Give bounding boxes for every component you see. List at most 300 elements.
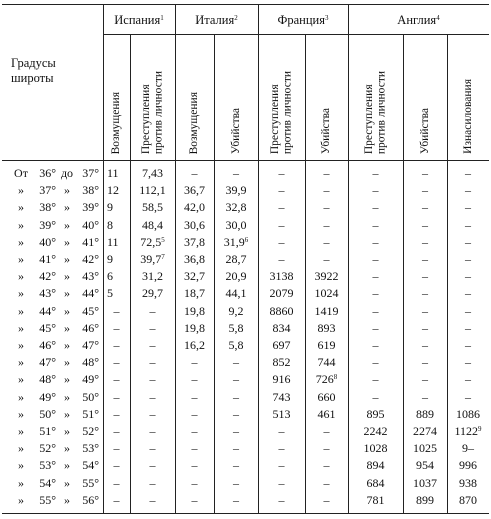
cell-value: 2242: [363, 424, 388, 438]
table-cell: [403, 322, 447, 335]
cell-value: 2274: [413, 424, 437, 438]
table-cell: [214, 167, 258, 180]
cell-value: –: [323, 424, 330, 438]
table-cell: [451, 442, 485, 455]
cell-value: –: [278, 234, 285, 249]
cell-value: 28,7: [225, 252, 247, 266]
table-cell: [309, 305, 344, 318]
row-lat-to: 41°: [82, 234, 99, 249]
cell-value: –: [278, 458, 285, 473]
table-cell: [218, 219, 254, 232]
row-lat-from: 49°: [39, 389, 56, 404]
row-connector: »: [64, 338, 70, 352]
table-top-rule: [2, 4, 489, 5]
footnote-marker: 6: [244, 235, 249, 244]
table-cell: [403, 305, 447, 318]
column-header-label: Преступления: [140, 84, 152, 154]
table-cell: [309, 391, 344, 404]
table-cell: [258, 219, 305, 232]
table-cell: [403, 167, 447, 180]
table-cell: [130, 408, 175, 421]
cell-value: –: [233, 166, 239, 180]
cell-value: 1025: [413, 441, 437, 456]
row-lat-to: 40°: [82, 217, 99, 232]
table-cell: [258, 425, 305, 438]
header-bottom-rule: [2, 160, 489, 161]
row-prefix: »: [18, 355, 24, 370]
cell-value: –: [149, 424, 156, 438]
table-cell: [305, 219, 348, 232]
column-header-4: [230, 108, 243, 154]
row-prefix: От: [14, 166, 28, 180]
table-cell: [218, 201, 254, 214]
cell-value: 12: [107, 183, 119, 198]
cell-value: –: [323, 183, 330, 198]
cell-value: –: [278, 424, 285, 438]
cell-value: 1037: [413, 475, 437, 490]
row-prefix: »: [18, 492, 24, 507]
table-cell: [258, 459, 305, 472]
table-cell: [214, 459, 258, 472]
cell-value: 11: [107, 234, 119, 249]
row-prefix: »: [18, 183, 24, 198]
cell-value: 870: [459, 492, 477, 507]
cell-value: 852: [272, 355, 291, 370]
table-cell: [447, 201, 489, 214]
table-cell: [305, 253, 348, 266]
column-header-3: [188, 92, 201, 154]
cell-value: 619: [317, 338, 336, 352]
column-header-label: против личности: [152, 70, 165, 154]
table-cell: [348, 287, 403, 300]
row-connector: »: [64, 234, 70, 249]
column-rule: [130, 34, 131, 513]
cell-value: 1122: [454, 424, 479, 438]
cell-value: –: [233, 355, 239, 370]
cell-value: 996: [459, 458, 477, 473]
table-cell: [103, 373, 130, 386]
table-cell: [175, 494, 214, 507]
cell-value: 684: [366, 475, 385, 490]
table-cell: [447, 305, 489, 318]
cell-value: –: [149, 372, 156, 387]
table-cell: [130, 356, 175, 369]
cell-value: –: [323, 252, 330, 266]
cell-value: –: [465, 372, 471, 387]
column-header-1: [110, 92, 123, 154]
row-connector: »: [64, 492, 70, 507]
table-cell: [447, 167, 489, 180]
table-cell: [107, 184, 126, 197]
row-lat-to: 43°: [82, 269, 99, 284]
cell-value: –: [465, 217, 471, 232]
row-prefix: »: [18, 252, 24, 266]
table-cell: [218, 236, 254, 249]
row-connector: »: [64, 389, 70, 404]
cell-value: 5: [107, 286, 113, 301]
table-cell: [218, 253, 254, 266]
cell-value: –: [233, 441, 239, 456]
cell-value: –: [372, 200, 379, 215]
table-cell: [107, 253, 126, 266]
cell-value: –: [323, 441, 330, 456]
cell-value: 938: [459, 475, 477, 490]
cell-value: 1024: [314, 286, 339, 301]
row-lat-to: 50°: [82, 389, 99, 404]
table-cell: [348, 201, 403, 214]
cell-value: 895: [366, 406, 385, 421]
table-cell: [348, 373, 403, 386]
cell-value: 9: [107, 200, 113, 215]
table-cell: [103, 459, 130, 472]
cell-value: 9,2: [228, 303, 244, 318]
cell-value: –: [113, 406, 120, 421]
row-lat-from: 47°: [39, 355, 56, 370]
row-prefix: »: [18, 458, 24, 473]
cell-value: –: [465, 234, 471, 249]
table-cell: [348, 391, 403, 404]
cell-value: –: [323, 217, 330, 232]
row-lat-to: 53°: [82, 441, 99, 456]
row-lat-to: 46°: [82, 320, 99, 335]
cell-value: –: [422, 286, 428, 301]
cell-value: –: [113, 338, 120, 352]
cell-value: –: [149, 475, 156, 490]
row-lat-from: 48°: [39, 372, 56, 387]
table-cell: [451, 477, 485, 490]
table-cell: [103, 305, 130, 318]
table-cell: [258, 184, 305, 197]
table-cell: [175, 425, 214, 438]
column-header-label: Возмущения: [188, 91, 201, 154]
table-cell: [447, 184, 489, 197]
table-cell: [403, 339, 447, 352]
table-cell: [258, 442, 305, 455]
table-cell: [352, 408, 399, 421]
table-cell: [451, 408, 485, 421]
cell-value: –: [149, 458, 156, 473]
row-lat-from: 54°: [39, 475, 56, 490]
cell-value: 5,8: [228, 320, 244, 335]
cell-value: –: [422, 303, 428, 318]
row-prefix: »: [18, 217, 24, 232]
cell-value: –: [372, 338, 379, 352]
table-cell: [214, 442, 258, 455]
table-cell: [103, 442, 130, 455]
row-prefix: »: [18, 303, 24, 318]
cell-value: –: [372, 234, 379, 249]
cell-value: –: [422, 200, 428, 215]
table-cell: [403, 373, 447, 386]
cell-value: –: [233, 492, 239, 507]
cell-value: –: [323, 492, 330, 507]
table-cell: [403, 356, 447, 369]
table-cell: [447, 339, 489, 352]
table-cell: [179, 339, 210, 352]
row-connector: до: [60, 166, 74, 180]
table-cell: [262, 287, 301, 300]
table-cell: [447, 373, 489, 386]
row-lat-to: 42°: [82, 252, 99, 266]
table-cell: [352, 477, 399, 490]
group-header-2: [175, 13, 258, 28]
cell-value: –: [465, 200, 471, 215]
table-cell: [305, 459, 348, 472]
cell-value: 58,5: [142, 200, 163, 215]
table-cell: [262, 391, 301, 404]
table-cell: [134, 253, 171, 266]
cell-value: 48,4: [142, 217, 163, 232]
table-cell: [403, 201, 447, 214]
cell-value: 29,7: [142, 286, 163, 301]
table-cell: [130, 322, 175, 335]
column-header-label: Убийства: [229, 107, 242, 154]
cell-value: –: [233, 424, 239, 438]
row-connector: »: [64, 269, 70, 284]
group-header-4: [348, 13, 489, 28]
table-cell: [175, 442, 214, 455]
cell-value: –: [149, 355, 156, 370]
table-bottom-rule: [2, 513, 489, 514]
table-cell: [218, 287, 254, 300]
column-rule: [214, 34, 215, 513]
cell-value: –: [113, 320, 120, 335]
table-cell: [107, 236, 126, 249]
row-prefix: »: [18, 441, 24, 456]
row-lat-from: 43°: [39, 286, 56, 301]
table-cell: [107, 167, 126, 180]
cell-value: –: [191, 458, 198, 473]
table-cell: [103, 408, 130, 421]
table-cell: [175, 391, 214, 404]
column-header-label: Преступления: [363, 84, 375, 154]
table-cell: [352, 459, 399, 472]
cell-value: –: [372, 389, 379, 404]
row-lat-to: 52°: [82, 424, 99, 438]
table-cell: [134, 167, 171, 180]
footnote-marker: 7: [161, 253, 165, 261]
cell-value: 1086: [456, 406, 480, 421]
table-cell: [407, 408, 443, 421]
cell-value: –: [372, 269, 379, 284]
cell-value: –: [422, 389, 428, 404]
cell-value: –: [191, 475, 198, 490]
table-cell: [214, 356, 258, 369]
group-rule: [103, 34, 489, 35]
table-cell: [179, 322, 210, 335]
cell-value: 834: [272, 320, 291, 335]
column-header-label: Изнасилования: [461, 79, 474, 154]
cell-value: –: [233, 458, 239, 473]
column-header-label: Убийства: [418, 107, 431, 154]
table-cell: [103, 322, 130, 335]
row-prefix: »: [18, 269, 24, 284]
table-cell: [352, 442, 399, 455]
table-cell: [103, 494, 130, 507]
cell-value: –: [422, 338, 428, 352]
table-cell: [262, 322, 301, 335]
group-header-3: [258, 13, 348, 28]
table-cell: [305, 425, 348, 438]
table-cell: [407, 425, 443, 438]
cell-value: –: [113, 372, 120, 387]
table-cell: [218, 270, 254, 283]
row-connector: »: [64, 252, 70, 266]
table-cell: [348, 253, 403, 266]
table-cell: [103, 339, 130, 352]
cell-value: 894: [366, 458, 385, 473]
cell-value: –: [191, 424, 198, 438]
row-connector: »: [64, 320, 70, 335]
cell-value: –: [323, 234, 330, 249]
row-lat-from: 55°: [39, 492, 56, 507]
cell-value: 11: [107, 166, 119, 180]
cell-value: 889: [416, 406, 434, 421]
table-cell: [130, 391, 175, 404]
row-connector: »: [64, 372, 70, 387]
table-cell: [179, 270, 210, 283]
cell-value: 1028: [363, 441, 388, 456]
cell-value: –: [233, 475, 239, 490]
cell-value: 8860: [269, 303, 294, 318]
cell-value: 1419: [314, 303, 339, 318]
cell-value: 893: [317, 320, 336, 335]
table-cell: [447, 270, 489, 283]
table-cell: [348, 339, 403, 352]
cell-value: –: [278, 166, 285, 180]
row-prefix: »: [18, 234, 24, 249]
group-header-label: Англия: [397, 13, 437, 27]
cell-value: 5,8: [228, 338, 244, 352]
row-lat-from: 53°: [39, 458, 56, 473]
cell-value: –: [113, 492, 120, 507]
cell-value: –: [191, 372, 198, 387]
cell-value: –: [372, 252, 379, 266]
cell-value: –: [113, 303, 120, 318]
cell-value: –: [372, 166, 379, 180]
table-cell: [179, 253, 210, 266]
table-cell: [107, 201, 126, 214]
row-prefix: »: [18, 286, 24, 301]
table-cell: [134, 270, 171, 283]
table-cell: [103, 391, 130, 404]
cell-value: 19,8: [184, 303, 205, 318]
table-cell: [447, 219, 489, 232]
table-cell: [447, 322, 489, 335]
cell-value: 954: [416, 458, 434, 473]
table-cell: [103, 356, 130, 369]
table-cell: [305, 494, 348, 507]
row-lat-from: 50°: [39, 406, 56, 421]
table-cell: [175, 356, 214, 369]
row-connector: »: [64, 441, 70, 456]
table-cell: [175, 167, 214, 180]
table-cell: [309, 373, 344, 386]
cell-value: –: [465, 303, 471, 318]
table-cell: [447, 236, 489, 249]
row-lat-from: 36°: [39, 166, 56, 180]
stub-header-label: Градусы: [11, 56, 56, 70]
cell-value: –: [422, 269, 428, 284]
row-lat-to: 44°: [82, 286, 99, 301]
cell-value: 30,0: [225, 217, 247, 232]
row-lat-to: 38°: [82, 183, 99, 198]
row-lat-to: 39°: [82, 200, 99, 215]
table-cell: [179, 184, 210, 197]
cell-value: –: [149, 406, 156, 421]
cell-value: 16,2: [184, 338, 205, 352]
cell-value: –: [372, 217, 379, 232]
cell-value: –: [278, 200, 285, 215]
row-prefix: »: [18, 475, 24, 490]
cell-value: –: [422, 166, 428, 180]
cell-value: –: [191, 355, 198, 370]
table-cell: [407, 494, 443, 507]
cell-value: 2079: [269, 286, 294, 301]
cell-value: 32,7: [184, 269, 205, 284]
cell-value: –: [278, 183, 285, 198]
table-cell: [403, 391, 447, 404]
cell-value: 31,9: [223, 234, 245, 249]
table-cell: [348, 236, 403, 249]
table-cell: [447, 356, 489, 369]
cell-value: –: [465, 252, 471, 266]
cell-value: –: [422, 217, 428, 232]
column-header-8: [419, 108, 432, 154]
table-cell: [258, 167, 305, 180]
cell-value: –: [113, 355, 120, 370]
cell-value: 726: [315, 372, 334, 387]
row-lat-from: 40°: [39, 234, 56, 249]
table-cell: [447, 253, 489, 266]
cell-value: 20,9: [225, 269, 247, 284]
row-lat-from: 42°: [39, 269, 56, 284]
cell-value: 36,8: [184, 252, 205, 266]
table-cell: [309, 339, 344, 352]
table-cell: [218, 184, 254, 197]
table-cell: [348, 219, 403, 232]
table-cell: [309, 270, 344, 283]
footnote-marker: 1: [160, 14, 164, 22]
cell-value: –: [191, 441, 198, 456]
table-cell: [134, 236, 171, 249]
cell-value: –: [113, 389, 120, 404]
table-cell: [134, 184, 171, 197]
table-cell: [130, 373, 175, 386]
footnote-marker: 3: [325, 14, 329, 22]
table-cell: [262, 305, 301, 318]
group-header-label: Франция: [277, 13, 325, 27]
cell-value: 9: [107, 252, 113, 266]
cell-value: 37,8: [184, 234, 205, 249]
table-cell: [309, 287, 344, 300]
table-cell: [309, 356, 344, 369]
cell-value: –: [465, 269, 471, 284]
cell-value: 7,43: [142, 166, 163, 180]
column-header-label: Преступления: [269, 84, 281, 154]
table-cell: [103, 477, 130, 490]
column-header-5: [269, 71, 294, 154]
row-connector: »: [64, 458, 70, 473]
cell-value: –: [372, 303, 379, 318]
cell-value: 9–: [462, 441, 474, 456]
table-cell: [403, 253, 447, 266]
table-cell: [134, 219, 171, 232]
table-cell: [407, 442, 443, 455]
cell-value: –: [149, 320, 156, 335]
cell-value: 8: [107, 217, 113, 232]
cell-value: –: [278, 492, 285, 507]
